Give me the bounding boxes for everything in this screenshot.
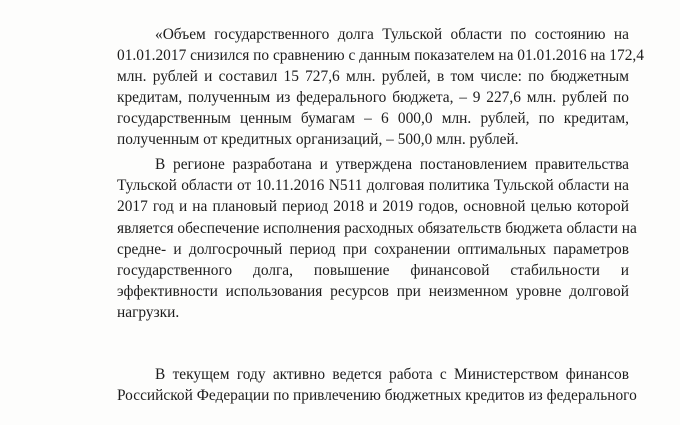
text-line: государственным ценным бумагам – 6 000,0 млн. рублей, по кредитам, [117, 110, 629, 127]
text-line: В текущем году активно ведется работа с Министерством финансов [155, 366, 629, 383]
text-line: нагрузки. [117, 304, 180, 322]
text-line: Тульской области от 10.11.2016 N511 долговая политика Тульской области на [117, 177, 629, 195]
text-line: 2017 год и на плановый период 2018 и 2019 годов, основной целью которой [117, 198, 629, 216]
text-line: 01.01.2017 снизился по сравнению с данным показателем на 01.01.2016 на 172,4 [117, 47, 644, 64]
paragraph-federal-credits [117, 364, 637, 406]
text-line: млн. рублей и составил 15 727,6 млн. рублей, в том числе: по бюджетным [117, 68, 629, 85]
text-line: средне- и долгосрочный период при сохранении оптимальных параметров [117, 240, 629, 258]
text-line: полученным от кредитных организаций, – 500,0 млн. рублей. [117, 131, 519, 148]
text-line: «Объем государственного долга Тульской области по состоянию на [155, 26, 629, 43]
paragraph-debt-volume [117, 24, 644, 150]
text-line: является обеспечение исполнения расходных обязательств бюджета области на [117, 219, 637, 237]
paragraph-debt-policy [117, 154, 637, 324]
text-line: эффективности использования ресурсов при неизменном уровне долговой [117, 283, 629, 301]
text-line: кредитам, полученным из федерального бюджета, – 9 227,6 млн. рублей по [117, 89, 629, 106]
text-line: В регионе разработана и утверждена постановлением правительства [155, 156, 629, 173]
text-line: Российской Федерации по привлечению бюджетных кредитов из федерального [117, 387, 637, 404]
text-line: государственного долга, повышение финансовой стабильности и [117, 261, 629, 279]
